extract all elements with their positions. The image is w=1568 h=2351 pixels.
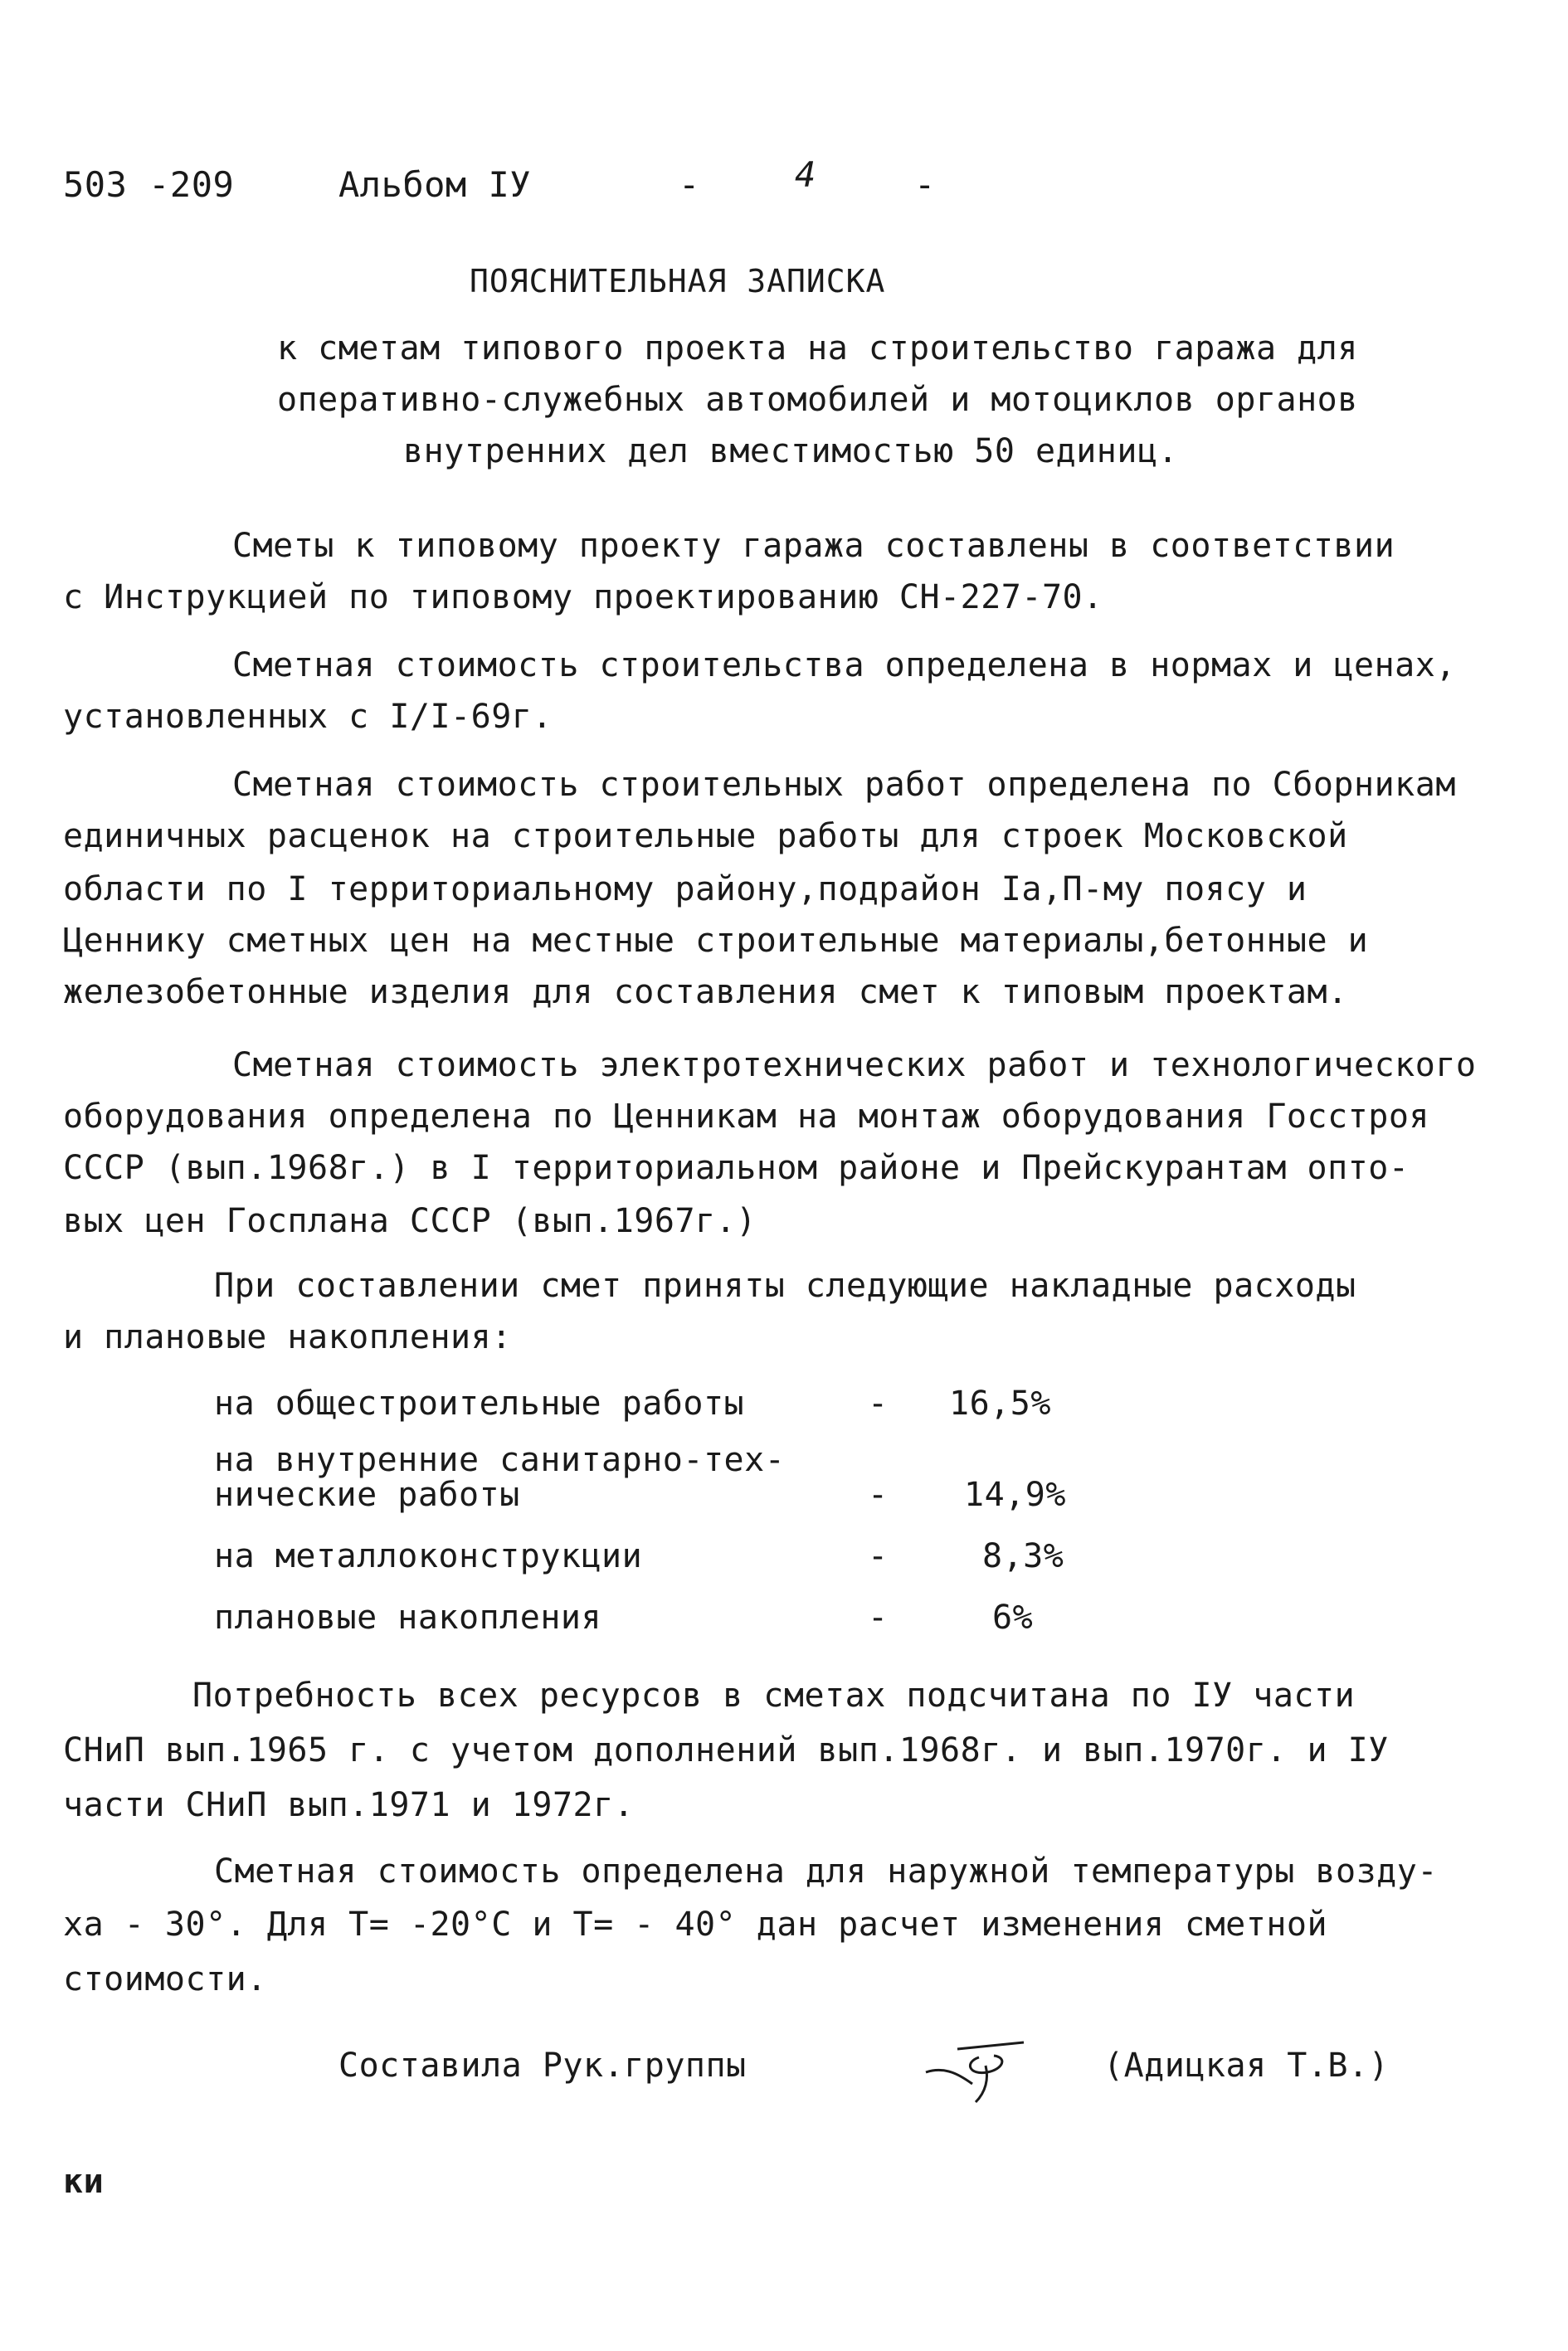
rate-label-general: на общестроительные работы <box>214 1385 745 1423</box>
p3-line-5: железобетонные изделия для составления смет к типовым проектам. <box>63 973 1348 1011</box>
p4-line-3: СССР (вып.1968г.) в I территориальном районе и Прейскурантам опто- <box>63 1149 1410 1187</box>
p3-line-4: Ценнику сметных цен на местные строительные материалы,бетонные и <box>63 922 1369 960</box>
p5-line-2: и плановые накопления: <box>63 1318 512 1356</box>
rate-dash-sanitary: - <box>868 1476 889 1514</box>
p2-line-2: установленных с I/I-69г. <box>63 698 553 736</box>
p3-line-1: Сметная стоимость строительных работ определена по Сборникам <box>232 766 1456 804</box>
footer-mark: ки <box>63 2163 105 2201</box>
rate-value-metal: 8,3% <box>982 1537 1064 1575</box>
header-dash-left: - <box>679 164 700 205</box>
signature-role: Составила Рук.группы <box>338 2047 747 2085</box>
rate-value-savings: 6% <box>992 1599 1034 1637</box>
p4-line-1: Сметная стоимость электротехнических работ и технологического <box>232 1046 1477 1084</box>
title-subline-2: оперативно-служебных автомобилей и мотоциклов органов <box>277 381 1358 419</box>
signature-mark <box>921 2024 1037 2107</box>
p2-line-1: Сметная стоимость строительства определена в нормах и ценах, <box>232 646 1456 684</box>
p3-line-2: единичных расценок на строительные работы для строек Московской <box>63 817 1348 855</box>
album-label: Альбом IУ <box>338 164 532 205</box>
p7-line-3: стоимости. <box>63 1960 267 1998</box>
rate-label-metal: на металлоконструкции <box>214 1537 643 1575</box>
rate-label-savings: плановые накопления <box>214 1599 602 1637</box>
p4-line-4: вых цен Госплана СССР (вып.1967г.) <box>63 1202 757 1240</box>
p1-line-2: с Инструкцией по типовому проектированию СН-227-70. <box>63 578 1103 616</box>
rate-value-sanitary: 14,9% <box>964 1476 1066 1514</box>
rate-dash-metal: - <box>868 1537 889 1575</box>
p7-line-2: ха - 30°. Для Т= -20°С и Т= - 40° дан расчет изменения сметной <box>63 1906 1328 1944</box>
title-subline-3: внутренних дел вместимостью 50 единиц. <box>403 432 1179 470</box>
rate-label-sanitary-cont: нические работы <box>214 1476 520 1514</box>
rate-label-sanitary: на внутренние санитарно-тех- <box>214 1441 786 1479</box>
p3-line-3: области по I территориальному району,подрайон Iа,П-му поясу и <box>63 870 1307 908</box>
p4-line-2: оборудования определена по Ценникам на монтаж оборудования Госстроя <box>63 1098 1429 1136</box>
page-number: 4 <box>795 154 816 195</box>
rate-value-general: 16,5% <box>949 1385 1051 1423</box>
p7-line-1: Сметная стоимость определена для наружной температуры возду- <box>214 1852 1438 1891</box>
p5-line-1: При составлении смет приняты следующие накладные расходы <box>214 1267 1356 1305</box>
rate-dash-general: - <box>868 1385 889 1423</box>
signature-name: (Адицкая Т.В.) <box>1103 2047 1390 2085</box>
rate-dash-savings: - <box>868 1599 889 1637</box>
p1-line-1: Сметы к типовому проекту гаража составлены в соответствии <box>232 527 1395 565</box>
p6-line-2: СНиП вып.1965 г. с учетом дополнений вып.1968г. и вып.1970г. и IУ <box>63 1731 1389 1769</box>
p6-line-3: части СНиП вып.1971 и 1972г. <box>63 1786 635 1824</box>
title-subline-1: к сметам типового проекта на строительство гаража для <box>277 329 1358 367</box>
p6-line-1: Потребность всех ресурсов в сметах подсчитана по IУ части <box>192 1677 1356 1715</box>
document-title: ПОЯСНИТЕЛЬНАЯ ЗАПИСКА <box>470 263 886 299</box>
header-dash-right: - <box>914 164 936 205</box>
doc-number: 503 -209 <box>63 164 235 205</box>
